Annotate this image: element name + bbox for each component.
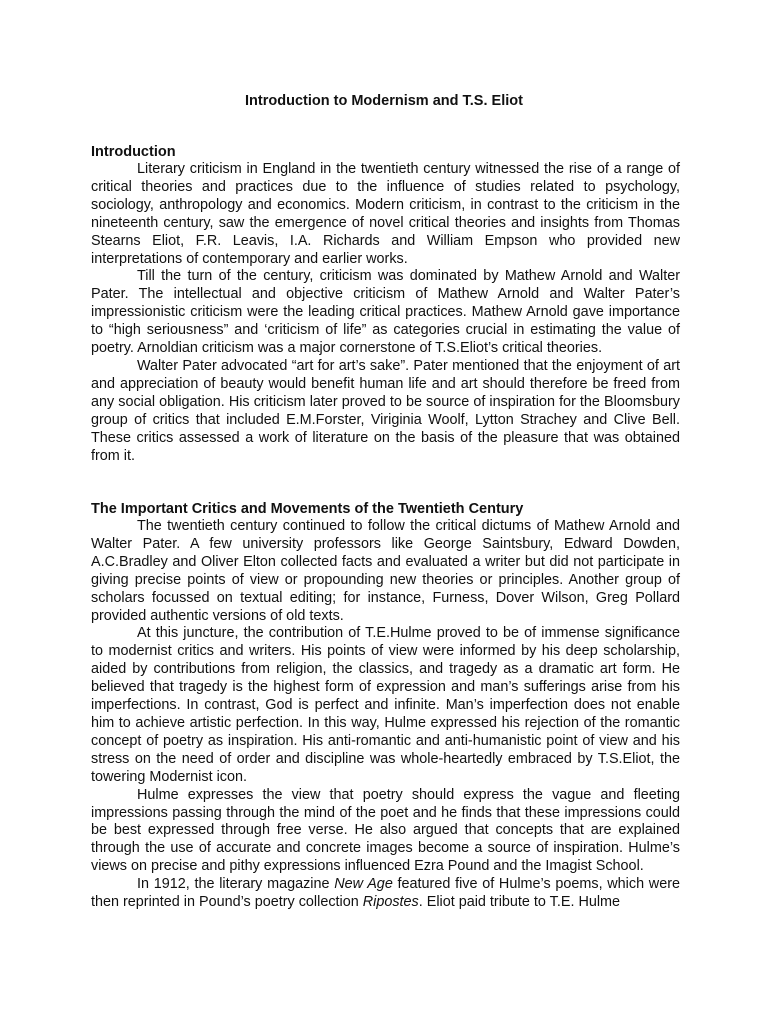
text-run: featured five of Hulme’s poems, which were then reprinted in Pound’s poetry collection	[91, 876, 680, 911]
text-run: . Eliot paid tribute to T.E. Hulme	[418, 894, 621, 911]
text-run: In 1912, the literary magazine	[137, 876, 335, 893]
section-critics-movements	[91, 500, 680, 912]
paragraph: Hulme expresses the view that poetry should express the vague and fleeting impressions passing through the mind of the poet and he finds that these impressions could be best expressed through free verse. He also argued that concepts that are explained through the use of accurate and concrete images become a source of inspiration. Hulme’s views on precise and pithy expressions influenced Ezra Pound and the Imagist School.	[91, 786, 680, 875]
paragraph-last	[91, 876, 680, 912]
paragraph: At this juncture, the contribution of T.E.Hulme proved to be of immense significance to modernist critics and writers. His points of view were informed by his deep scholarship, aided by contributions from religion, the classics, and tragedy as a dramatic art form. He believed that tragedy is the highest form of expression and man’s sufferings arise from his imperfections. In contrast, God is perfect and infinite. Man’s imperfection does not enable him to achieve artistic perfection. In this way, Hulme expressed his rejection of the romantic concept of poetry as inspiration. His anti-romantic and anti-humanistic point of view and his stress on the need of order and discipline was whole-heartedly embraced by T.S.Eliot, the towering Modernist icon.	[91, 625, 680, 785]
document-title: Introduction to Modernism and T.S. Eliot	[245, 93, 523, 109]
paragraph: Literary criticism in England in the twentieth century witnessed the rise of a range of critical theories and practices due to the influence of studies related to psychology, sociology, anthropology and economics. Modern criticism, in contrast to the criticism in the nineteenth century, saw the emergence of novel critical theories and insights from Thomas Stearns Eliot, F.R. Leavis, I.A. Richards and William Empson who provided new interpretations of contemporary and earlier works.	[91, 161, 680, 267]
paragraph: Till the turn of the century, criticism was dominated by Mathew Arnold and Walter Pater. The intellectual and objective criticism of Mathew Arnold and Walter Pater’s impressionistic criticism were the leading critical practices. Mathew Arnold gave importance to “high seriousness” and ‘criticism of life” as categories crucial in estimating the value of poetry. Arnoldian criticism was a major cornerstone of T.S.Eliot’s critical theories.	[91, 268, 680, 357]
paragraph: Walter Pater advocated “art for art’s sake”. Pater mentioned that the enjoyment of art and appreciation of beauty would benefit human life and art should therefore be freed from any social obligation. His criticism later proved to be source of inspiration for the Bloomsbury group of critics that included E.M.Forster, Viriginia Woolf, Lytton Strachey and Clive Bell. These critics assessed a work of literature on the basis of the pleasure that was obtained from it.	[91, 357, 680, 464]
collection-title: Ripostes	[362, 894, 419, 911]
section-heading: The Important Critics and Movements of the Twentieth Century	[91, 501, 524, 517]
section-heading: Introduction	[91, 144, 176, 160]
paragraph: The twentieth century continued to follow the critical dictums of Mathew Arnold and Walter Pater. A few university professors like George Saintsbury, Edward Dowden, A.C.Bradley and Oliver Elton collected facts and evaluated a writer but did not participate in giving precise points of view or propounding new theories or principles. Another group of scholars focussed on textual editing; for instance, Furness, Dover Wilson, Greg Pollard provided authentic versions of old texts.	[91, 518, 680, 624]
magazine-title: New Age	[334, 876, 393, 893]
section-introduction	[91, 143, 680, 465]
